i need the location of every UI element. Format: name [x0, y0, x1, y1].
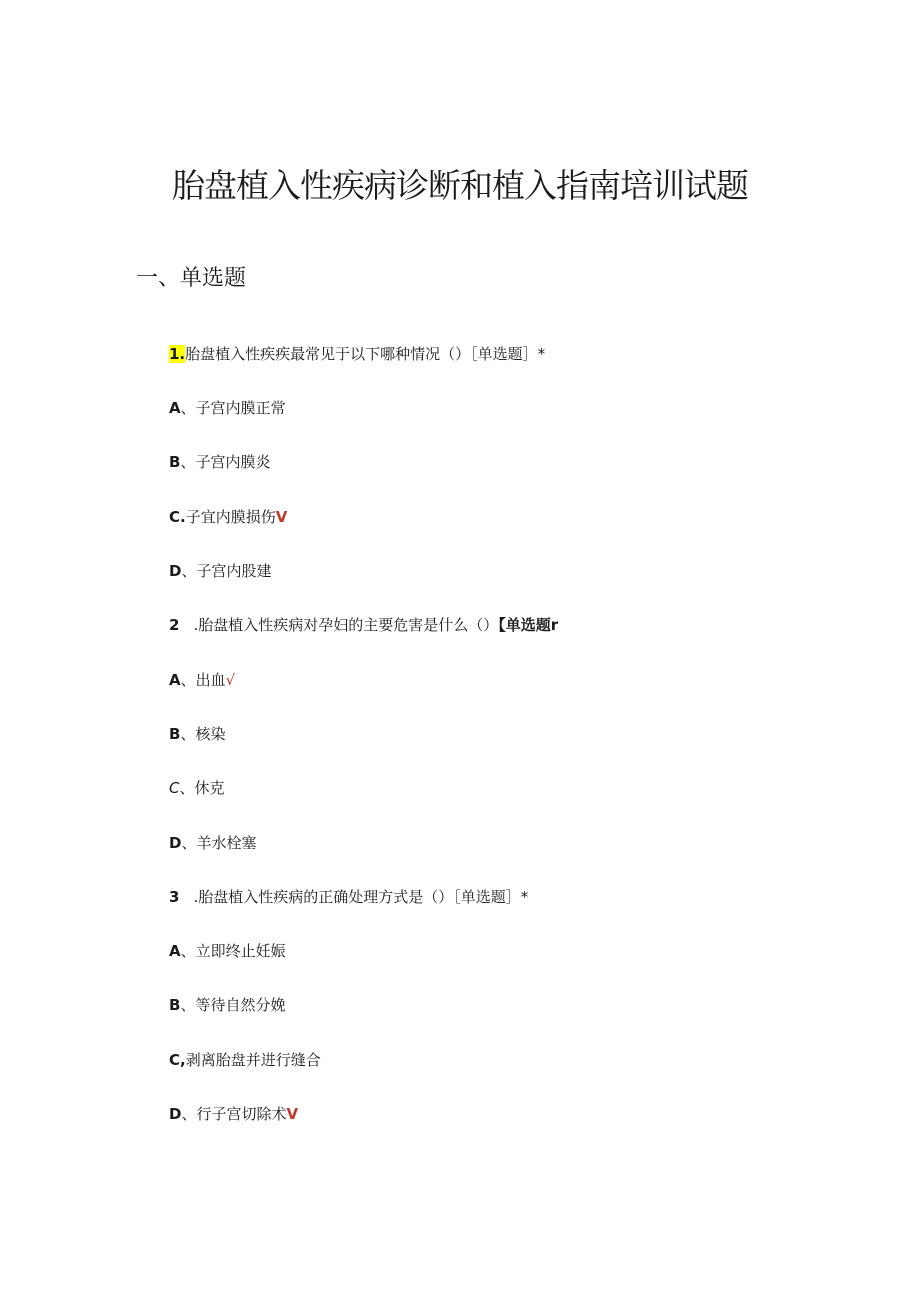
- option-separator: 、: [179, 779, 195, 797]
- question-3: [169, 886, 528, 908]
- option-3d: [169, 1103, 298, 1125]
- question-text: 胎盘植入性疾疾最常见于以下哪种情况（）［单选题］*: [185, 345, 546, 363]
- question-2: [169, 614, 558, 636]
- option-text: 行子宫切除术: [196, 1105, 287, 1123]
- option-1c: [169, 506, 287, 528]
- option-separator: 、: [180, 996, 196, 1014]
- option-letter: B: [169, 453, 181, 471]
- answer-check-mark: √: [225, 671, 236, 689]
- option-separator: 、: [180, 725, 196, 743]
- option-text: 立即终止妊娠: [195, 942, 286, 960]
- option-2a: [169, 669, 235, 691]
- question-text: .胎盘植入性疾病的正确处理方式是（）［单选题］*: [193, 888, 529, 906]
- option-1d: [169, 560, 271, 582]
- option-text: 子宫内股建: [196, 562, 272, 580]
- question-type-tag: 【单选题r: [498, 616, 559, 634]
- option-letter: C,: [169, 1051, 186, 1069]
- option-letter: A: [169, 671, 181, 689]
- option-text: 剥离胎盘并进行缝合: [185, 1051, 321, 1069]
- option-separator: 、: [181, 834, 197, 852]
- option-separator: 、: [181, 562, 197, 580]
- option-letter: C.: [169, 508, 186, 526]
- option-letter: C: [169, 779, 180, 797]
- option-letter: A: [169, 942, 181, 960]
- option-separator: 、: [180, 671, 196, 689]
- option-1a: [169, 397, 286, 419]
- option-3a: [169, 940, 286, 962]
- option-text: 子宜内膜损伤: [185, 508, 276, 526]
- option-text: 子宫内膜正常: [195, 399, 286, 417]
- option-letter: D: [169, 1105, 182, 1123]
- option-letter: D: [169, 562, 182, 580]
- question-number: 1.: [169, 345, 186, 363]
- document-title: 胎盘植入性疾病诊断和植入指南培训试题: [172, 166, 748, 205]
- option-2c: [169, 777, 225, 799]
- option-text: 休克: [194, 779, 225, 797]
- option-text: 等待自然分娩: [195, 996, 286, 1014]
- option-letter: B: [169, 996, 181, 1014]
- option-separator: 、: [180, 453, 196, 471]
- option-separator: 、: [180, 942, 196, 960]
- option-separator: 、: [180, 399, 196, 417]
- option-letter: B: [169, 725, 181, 743]
- answer-check-mark: V: [286, 1105, 299, 1123]
- option-2d: [169, 832, 256, 854]
- option-letter: D: [169, 834, 182, 852]
- option-text: 核染: [195, 725, 226, 743]
- question-text: .胎盘植入性疾病对孕妇的主要危害是什么（）: [193, 616, 499, 634]
- option-letter: A: [169, 399, 181, 417]
- question-1: [169, 343, 545, 365]
- option-text: 出血: [195, 671, 226, 689]
- question-number: 3: [169, 888, 180, 906]
- option-text: 子宫内膜炎: [195, 453, 271, 471]
- option-3c: [169, 1049, 321, 1071]
- option-1b: [169, 451, 270, 473]
- option-separator: 、: [181, 1105, 197, 1123]
- option-2b: [169, 723, 225, 745]
- option-3b: [169, 994, 285, 1016]
- answer-check-mark: V: [275, 508, 288, 526]
- question-number: 2: [169, 616, 180, 634]
- option-text: 羊水栓塞: [196, 834, 257, 852]
- section-heading: 一、单选题: [136, 266, 247, 291]
